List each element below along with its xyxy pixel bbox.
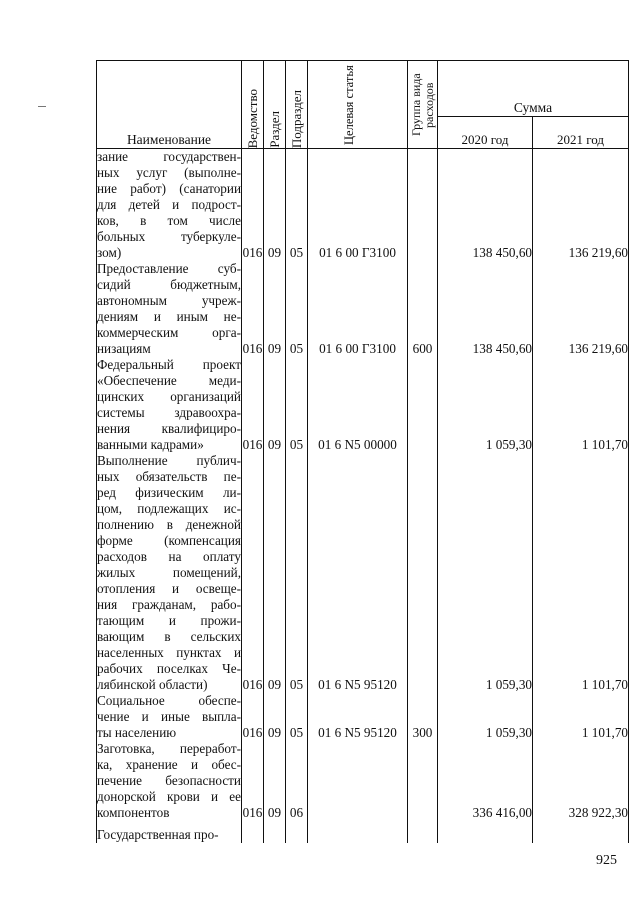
row-name-line: форме (компенсация (97, 533, 241, 548)
row-name-line: Предоставление суб- (97, 261, 241, 276)
row-gruppa: 600 (408, 261, 438, 357)
row-name-line: ков, в том числе (97, 213, 241, 228)
row-name-line: коммерческим орга- (97, 325, 241, 340)
row-celevaya: 01 6 N5 95120 (308, 693, 408, 741)
row-name-line: ка, хранение и обес- (97, 757, 241, 772)
row-name-line: компонентов (97, 805, 170, 820)
row-sum-2021: 1 101,70 (533, 693, 629, 741)
row-ved (242, 821, 264, 843)
header-year-2020: 2020 год (438, 117, 533, 149)
row-podrazdel: 05 (286, 261, 308, 357)
row-name-line: полнению в денежной (97, 517, 241, 532)
row-name-line: зом) (97, 245, 122, 260)
row-gruppa (408, 821, 438, 843)
row-sum-2020: 1 059,30 (438, 453, 533, 693)
row-sum-2020: 1 059,30 (438, 693, 533, 741)
row-name (97, 693, 242, 741)
budget-table (96, 60, 629, 843)
table-row (97, 821, 629, 843)
row-podrazdel: 06 (286, 741, 308, 821)
row-name-line: низациям (97, 341, 151, 356)
row-sum-2021 (533, 821, 629, 843)
page-number: 925 (596, 853, 617, 868)
row-sum-2021: 136 219,60 (533, 149, 629, 262)
row-name-line: цом, подлежащих ис- (97, 501, 241, 516)
row-razdel: 09 (264, 453, 286, 693)
row-name-line: системы здравоохра- (97, 405, 241, 420)
row-name-line: жилых помещений, (97, 565, 241, 580)
row-name-line: дениям и иным не- (97, 309, 241, 324)
margin-mark (38, 106, 46, 107)
row-name-line: ния гражданам, рабо- (97, 597, 241, 612)
header-podrazdel: Подраздел (286, 61, 308, 149)
row-razdel: 09 (264, 261, 286, 357)
table-row (97, 149, 629, 262)
row-podrazdel: 05 (286, 357, 308, 453)
row-celevaya (308, 821, 408, 843)
row-gruppa: 300 (408, 693, 438, 741)
row-name-line: больных туберкуле- (97, 229, 241, 244)
row-name-line: для детей и подрост- (97, 197, 241, 212)
row-name-line: рабочих поселках Че- (97, 661, 241, 676)
row-ved: 016 (242, 741, 264, 821)
row-sum-2020 (438, 821, 533, 843)
header-summa: Сумма (438, 61, 629, 117)
row-name-line: ты населению (97, 725, 177, 740)
row-podrazdel: 05 (286, 453, 308, 693)
row-gruppa (408, 453, 438, 693)
header-year-2021: 2021 год (533, 117, 629, 149)
row-name-line: зание государствен- (97, 149, 241, 164)
row-ved: 016 (242, 453, 264, 693)
row-name-line: расходов на оплату (97, 549, 241, 564)
row-name-line: тающим и прожи- (97, 613, 241, 628)
row-name-line: печение безопасности (97, 773, 241, 788)
row-ved: 016 (242, 261, 264, 357)
row-name-line: населенных пунктах и (97, 645, 241, 660)
row-name-line: сидий бюджетным, (97, 277, 241, 292)
row-name-line: ред физическим ли- (97, 485, 241, 500)
row-name-line: ных обязательств пе- (97, 469, 241, 484)
row-sum-2021: 1 101,70 (533, 453, 629, 693)
table-body (97, 149, 629, 844)
row-name-line: лябинской области) (97, 677, 208, 692)
row-name-line: нения квалифициро- (97, 421, 241, 436)
row-celevaya: 01 6 00 Г3100 (308, 261, 408, 357)
row-name-line: донорской крови и ее (97, 789, 241, 804)
row-sum-2020: 138 450,60 (438, 149, 533, 262)
row-gruppa (408, 149, 438, 262)
row-name-line: Социальное обеспе- (97, 693, 241, 708)
row-razdel: 09 (264, 693, 286, 741)
table-row (97, 741, 629, 821)
row-sum-2020: 138 450,60 (438, 261, 533, 357)
table-row (97, 453, 629, 693)
row-celevaya: 01 6 N5 00000 (308, 357, 408, 453)
row-name-line: цинских организаций (97, 389, 241, 404)
row-name-line: ванными кадрами» (97, 437, 204, 452)
row-podrazdel (286, 821, 308, 843)
table-row (97, 693, 629, 741)
row-name-line: Государственная про- (97, 827, 219, 842)
row-sum-2021: 136 219,60 (533, 261, 629, 357)
row-razdel: 09 (264, 149, 286, 262)
row-podrazdel: 05 (286, 149, 308, 262)
row-sum-2020: 1 059,30 (438, 357, 533, 453)
row-name-line: чение и иные выпла- (97, 709, 241, 724)
row-razdel (264, 821, 286, 843)
header-celevaya: Целевая статья (308, 61, 408, 149)
row-name-line: Выполнение публич- (97, 453, 241, 468)
row-name-line: Заготовка, переработ- (97, 741, 241, 756)
row-ved: 016 (242, 357, 264, 453)
row-celevaya (308, 741, 408, 821)
header-ved: Ведомство (242, 61, 264, 149)
row-name-line: ние работ) (санатории (97, 181, 241, 196)
row-sum-2021: 1 101,70 (533, 357, 629, 453)
row-celevaya: 01 6 00 Г3100 (308, 149, 408, 262)
row-gruppa (408, 741, 438, 821)
row-name-line: «Обеспечение меди- (97, 373, 241, 388)
row-ved: 016 (242, 149, 264, 262)
row-razdel: 09 (264, 741, 286, 821)
row-name-line: ных услуг (выполне- (97, 165, 241, 180)
row-celevaya: 01 6 N5 95120 (308, 453, 408, 693)
row-name (97, 149, 242, 262)
row-name (97, 261, 242, 357)
row-sum-2020: 336 416,00 (438, 741, 533, 821)
table-row (97, 357, 629, 453)
header-gruppa: Группа вида расходов (408, 61, 438, 149)
row-ved: 016 (242, 693, 264, 741)
row-name (97, 821, 242, 843)
row-name-line: отопления и освеще- (97, 581, 241, 596)
row-razdel: 09 (264, 357, 286, 453)
row-name-line: Федеральный проект (97, 357, 241, 372)
row-name (97, 741, 242, 821)
row-gruppa (408, 357, 438, 453)
row-sum-2021: 328 922,30 (533, 741, 629, 821)
row-podrazdel: 05 (286, 693, 308, 741)
table-row (97, 261, 629, 357)
row-name-line: автономным учреж- (97, 293, 241, 308)
row-name (97, 357, 242, 453)
header-razdel: Раздел (264, 61, 286, 149)
row-name (97, 453, 242, 693)
row-name-line: вающим в сельских (97, 629, 241, 644)
table-header (97, 61, 629, 149)
header-name: Наименование (97, 61, 242, 149)
